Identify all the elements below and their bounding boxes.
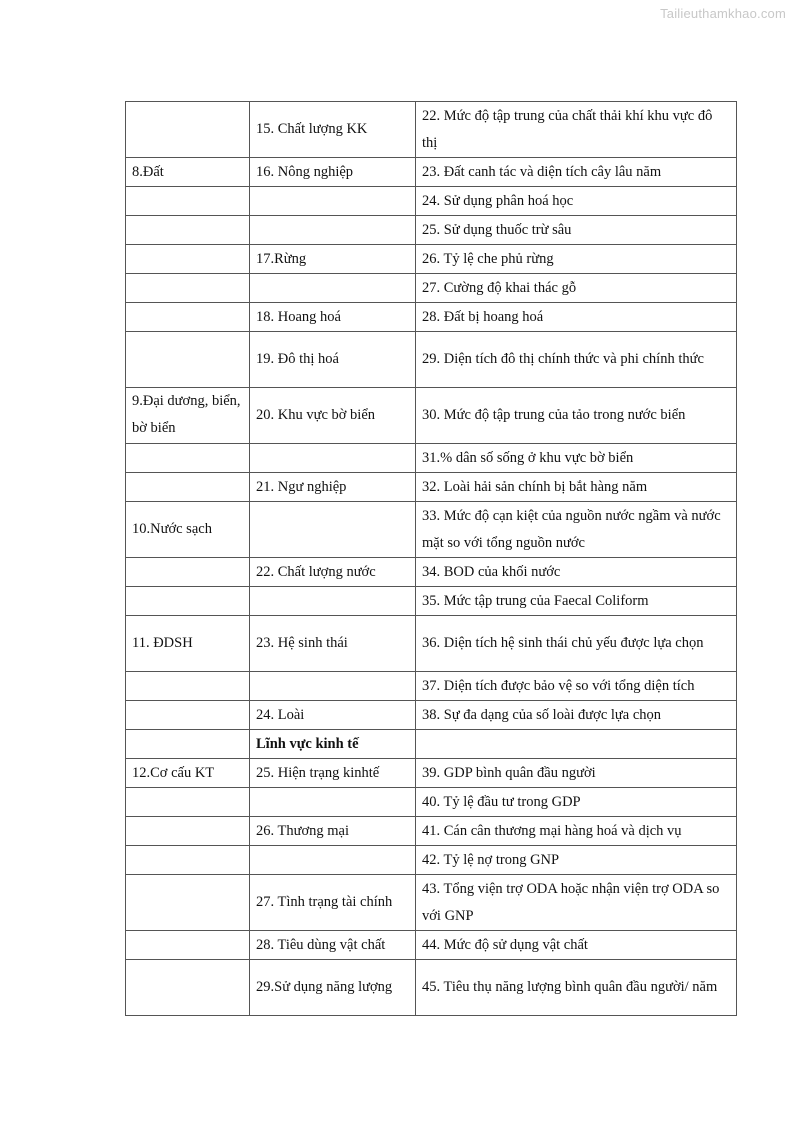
table-row <box>126 875 737 931</box>
table-cell-domain <box>126 701 250 730</box>
table-cell-theme: 16. Nông nghiệp <box>250 158 416 187</box>
table-cell-indicator: 37. Diện tích được bảo vệ so với tổng diện tích <box>416 672 737 701</box>
table-cell-domain <box>126 730 250 759</box>
table-cell-domain <box>126 216 250 245</box>
table-cell-indicator <box>416 730 737 759</box>
table-cell-theme: 28. Tiêu dùng vật chất <box>250 931 416 960</box>
table-cell-theme <box>250 502 416 558</box>
table-cell-theme: 24. Loài <box>250 701 416 730</box>
table-cell-domain <box>126 187 250 216</box>
table-row <box>126 216 737 245</box>
table-cell-theme: 20. Khu vực bờ biển <box>250 388 416 444</box>
table-cell-indicator: 22. Mức độ tập trung của chất thải khí khu vực đô thị <box>416 102 737 158</box>
table-cell-indicator: 38. Sự đa dạng của số loài được lựa chọn <box>416 701 737 730</box>
table-cell-domain: 12.Cơ cấu KT <box>126 759 250 788</box>
table-row <box>126 245 737 274</box>
table-cell-domain <box>126 846 250 875</box>
table-row <box>126 672 737 701</box>
table-cell-domain <box>126 274 250 303</box>
table-cell-indicator: 28. Đất bị hoang hoá <box>416 303 737 332</box>
table-cell-indicator: 27. Cường độ khai thác gỗ <box>416 274 737 303</box>
table-row <box>126 960 737 1016</box>
table-cell-theme <box>250 846 416 875</box>
table-row <box>126 303 737 332</box>
table-cell-theme <box>250 444 416 473</box>
table-cell-indicator: 43. Tổng viện trợ ODA hoặc nhận viện trợ ODA so với GNP <box>416 875 737 931</box>
table-cell-theme: 26. Thương mại <box>250 817 416 846</box>
table-cell-theme: 21. Ngư nghiệp <box>250 473 416 502</box>
table-row <box>126 701 737 730</box>
section-heading: Lĩnh vực kinh tế <box>250 730 416 759</box>
table-cell-theme <box>250 187 416 216</box>
table-row <box>126 788 737 817</box>
table-cell-theme: 19. Đô thị hoá <box>250 332 416 388</box>
table-cell-domain <box>126 960 250 1016</box>
table-cell-theme <box>250 672 416 701</box>
table-cell-theme <box>250 274 416 303</box>
table-cell-domain <box>126 587 250 616</box>
table-cell-indicator: 25. Sử dụng thuốc trừ sâu <box>416 216 737 245</box>
table-cell-indicator: 40. Tỷ lệ đầu tư trong GDP <box>416 788 737 817</box>
table-cell-theme: 25. Hiện trạng kinhtế <box>250 759 416 788</box>
table-row <box>126 444 737 473</box>
table-cell-indicator: 42. Tỷ lệ nợ trong GNP <box>416 846 737 875</box>
table-cell-domain <box>126 332 250 388</box>
table-cell-indicator: 41. Cán cân thương mại hàng hoá và dịch vụ <box>416 817 737 846</box>
table-row <box>126 274 737 303</box>
table-cell-indicator: 34. BOD của khối nước <box>416 558 737 587</box>
table-cell-indicator: 24. Sử dụng phân hoá học <box>416 187 737 216</box>
table-cell-theme <box>250 788 416 817</box>
table-cell-theme: 23. Hệ sinh thái <box>250 616 416 672</box>
table-row <box>126 931 737 960</box>
table-row <box>126 817 737 846</box>
table-cell-indicator: 35. Mức tập trung của Faecal Coliform <box>416 587 737 616</box>
table-cell-theme <box>250 587 416 616</box>
table-row <box>126 187 737 216</box>
table-row <box>126 616 737 672</box>
table-cell-indicator: 44. Mức độ sử dụng vật chất <box>416 931 737 960</box>
table-cell-theme: 22. Chất lượng nước <box>250 558 416 587</box>
table-cell-indicator: 32. Loài hải sản chính bị bắt hàng năm <box>416 473 737 502</box>
table-cell-domain: 10.Nước sạch <box>126 502 250 558</box>
table-cell-indicator: 45. Tiêu thụ năng lượng bình quân đầu người/ năm <box>416 960 737 1016</box>
watermark: Tailieuthamkhao.com <box>660 6 786 21</box>
table-row <box>126 102 737 158</box>
table-cell-domain <box>126 672 250 701</box>
table-cell-domain <box>126 473 250 502</box>
table-row <box>126 759 737 788</box>
table-cell-domain <box>126 817 250 846</box>
table-cell-domain <box>126 931 250 960</box>
table-row <box>126 587 737 616</box>
table-cell-theme: 17.Rừng <box>250 245 416 274</box>
table-cell-theme: 29.Sử dụng năng lượng <box>250 960 416 1016</box>
table-cell-theme: 18. Hoang hoá <box>250 303 416 332</box>
table-cell-domain <box>126 444 250 473</box>
table-cell-indicator: 31.% dân số sống ở khu vực bờ biển <box>416 444 737 473</box>
table-cell-indicator: 29. Diện tích đô thị chính thức và phi chính thức <box>416 332 737 388</box>
table-cell-indicator: 26. Tỷ lệ che phủ rừng <box>416 245 737 274</box>
table-row <box>126 730 737 759</box>
table-cell-domain <box>126 245 250 274</box>
table-cell-domain <box>126 788 250 817</box>
table-cell-theme: 15. Chất lượng KK <box>250 102 416 158</box>
table-cell-domain <box>126 558 250 587</box>
table-cell-theme: 27. Tình trạng tài chính <box>250 875 416 931</box>
table-cell-indicator: 39. GDP bình quân đầu người <box>416 759 737 788</box>
table-row <box>126 558 737 587</box>
table-row <box>126 846 737 875</box>
table-row <box>126 388 737 444</box>
table-cell-indicator: 36. Diện tích hệ sinh thái chủ yếu được lựa chọn <box>416 616 737 672</box>
table-cell-domain <box>126 102 250 158</box>
table-cell-theme <box>250 216 416 245</box>
table-row <box>126 502 737 558</box>
table-cell-domain: 8.Đất <box>126 158 250 187</box>
table-row <box>126 473 737 502</box>
table-cell-indicator: 30. Mức độ tập trung của tảo trong nước biển <box>416 388 737 444</box>
table-cell-indicator: 33. Mức độ cạn kiệt của nguồn nước ngầm và nước mặt so với tổng nguồn nước <box>416 502 737 558</box>
table-cell-domain <box>126 303 250 332</box>
indicator-table <box>125 101 737 1016</box>
table-cell-domain <box>126 875 250 931</box>
table-row <box>126 158 737 187</box>
table-row <box>126 332 737 388</box>
table-cell-domain: 11. ĐDSH <box>126 616 250 672</box>
table-cell-domain: 9.Đại dương, biển, bờ biển <box>126 388 250 444</box>
table-cell-indicator: 23. Đất canh tác và diện tích cây lâu năm <box>416 158 737 187</box>
